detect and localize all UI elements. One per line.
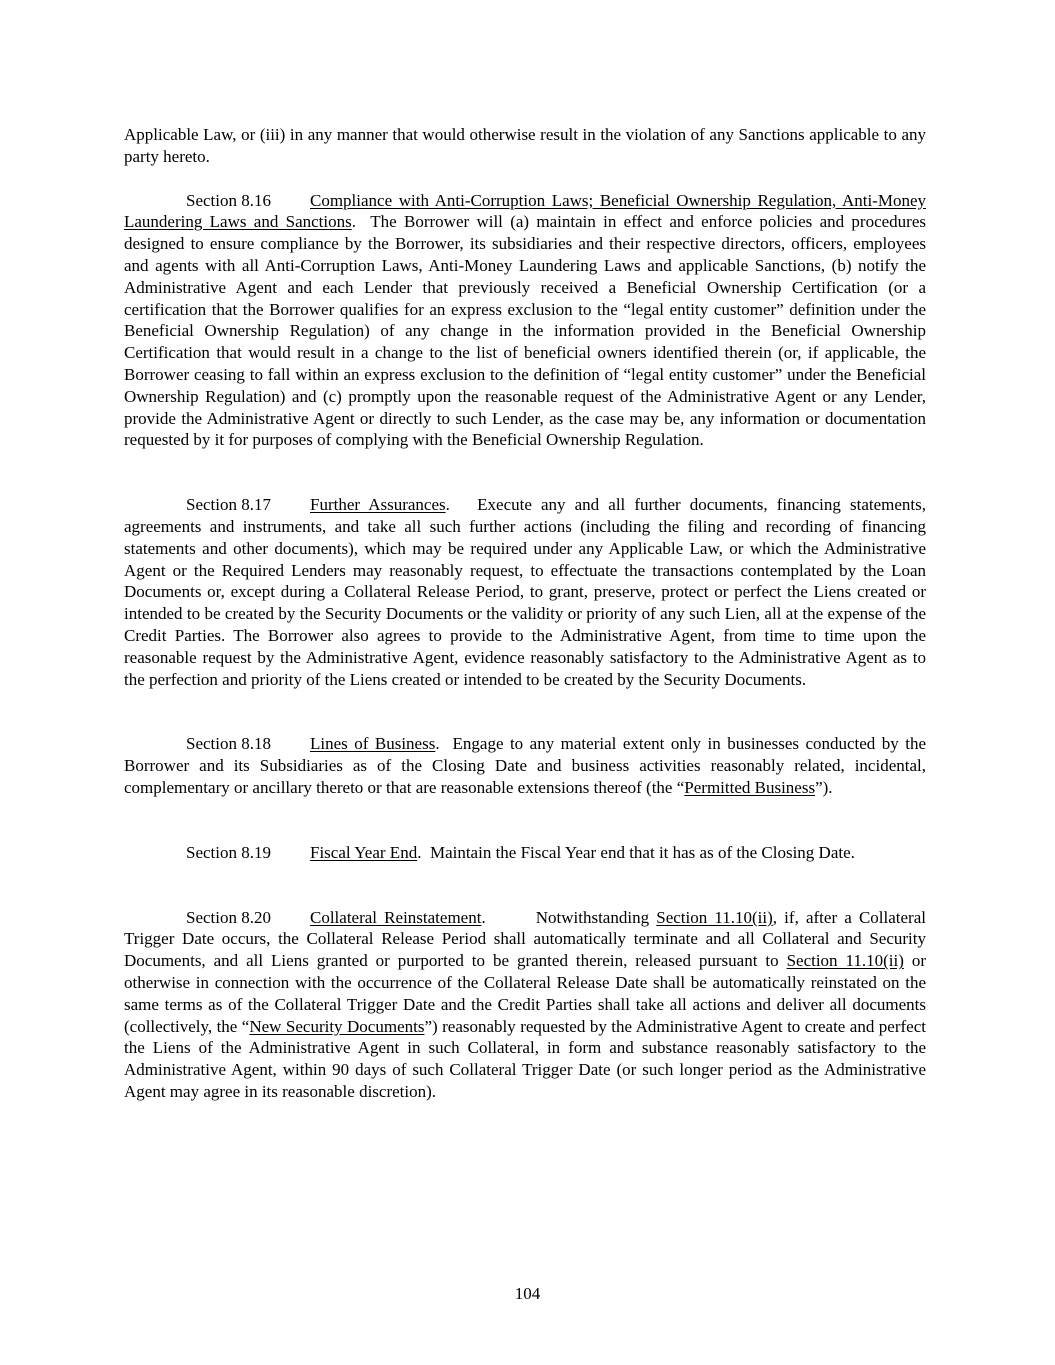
title-period: . [417,842,422,862]
section-title: Collateral Reinstatement [310,907,482,927]
section-number: Section 8.18 [186,734,271,754]
cross-reference: Section 11.10(ii) [656,907,773,927]
document-page [124,124,926,1103]
section-body: Engage to any material extent only in businesses conducted by the Borrower and its Subsidiaries as of the Closing Date and business activities reasonably related, incidental, complementary or ancillary thereto or that are reasonable extensions thereof (the “ [124,734,927,797]
lead-in-paragraph [124,124,926,168]
lead-in-text: Applicable Law, or (iii) in any manner that would otherwise result in the violation of any Sanctions applicable to any party hereto. [124,125,926,166]
section-body: Maintain the Fiscal Year end that it has as of the Closing Date. [429,842,855,862]
section-title: Further Assurances [310,495,446,515]
paragraph-gap [124,799,926,842]
section-8-20 [124,907,926,1103]
defined-term: Permitted Business [684,777,816,797]
section-8-18 [124,733,926,798]
section-body-end: ”). [815,777,833,797]
section-body: Notwithstanding [535,907,650,927]
title-period: . [481,907,486,927]
paragraph-gap [124,451,926,494]
section-8-17 [124,494,926,690]
section-8-16 [124,190,926,452]
page-number: 104 [514,1284,541,1303]
section-number: Section 8.20 [186,907,271,927]
section-8-19 [124,842,926,864]
section-body: or otherwise in connection with the occurrence of the Collateral Release Date shall be automatically reinstated on the same terms as of the Collateral Trigger Date and the Credit Parties shall take all actions and deliver all documents (collectively, the “ [124,951,927,1036]
title-period: . [435,734,440,754]
section-body: Execute any and all further documents, financing statements, agreements and instruments, and take all such further actions (including the filing and recording of financing statements and other documents), which may be required under any Applicable Law, or which the Administrative Agent or the Required Lenders may reasonably request, to effectuate the transactions contemplated by the Loan Documents or, except during a Collateral Release Period, to grant, preserve, protect or perfect the Liens created or intended to be created by the Security Documents or the validity or priority of any such Lien, all at the expense of the Credit Parties. The Borrower also agrees to provide to the Administrative Agent, from time to time upon the reasonable request by the Administrative Agent, evidence reasonably satisfactory to the Administrative Agent as to the perfection and priority of the Liens created or intended to be created by the Security Documents. [124,495,926,689]
paragraph-gap [124,168,926,190]
section-body: The Borrower will (a) maintain in effect and enforce policies and procedures designed to ensure compliance by the Borrower, its subsidiaries and their respective directors, officers, employees and agents with all Anti-Corruption Laws, Anti-Money Laundering Laws and applicable Sanctions, (b) notify the Administrative Agent and each Lender that previously received a Beneficial Ownership Certification (or a certification that the Borrower qualifies for an express exclusion to the “legal entity customer” definition under the Beneficial Ownership Regulation) of any change in the information provided in the Beneficial Ownership Certification that would result in a change to the list of beneficial owners identified therein (or, if applicable, the Borrower ceasing to fall within an express exclusion to the definition of “legal entity customer” under the Beneficial Ownership Regulation) and (c) promptly upon the reasonable request of the Administrative Agent or any Lender, provide the Administrative Agent or directly to such Lender, as the case may be, any information or documentation requested by it for purposes of complying with the Beneficial Ownership Regulation. [124,212,927,450]
section-body: ”) reasonably requested by the Administrative Agent to create and perfect the Liens of the Administrative Agent in such Collateral, in form and substance reasonably satisfactory to the Administrative Agent, within 90 days of such Collateral Trigger Date (or such longer period as the Administrative Agent may agree in its reasonable discretion). [124,1016,926,1101]
section-title: Compliance with Anti-Corruption Laws; Beneficial Ownership Regulation, Anti-Money Laundering Laws and Sanctions [124,190,926,232]
section-number: Section 8.17 [186,495,271,515]
cross-reference: Section 11.10(ii) [786,951,904,971]
section-number: Section 8.19 [186,842,271,862]
section-number: Section 8.16 [186,190,271,210]
title-period: . [351,212,356,232]
section-title: Fiscal Year End [310,842,418,862]
paragraph-gap [124,864,926,907]
defined-term: New Security Documents [249,1016,425,1036]
section-body: , if, after a Collateral Trigger Date occurs, the Collateral Release Period shall automatically terminate and all Collateral and Security Documents, and all Liens granted or purported to be granted therein, released pursuant to [124,907,926,971]
section-title: Lines of Business [310,734,436,754]
paragraph-gap [124,690,926,733]
title-period: . [445,495,450,515]
